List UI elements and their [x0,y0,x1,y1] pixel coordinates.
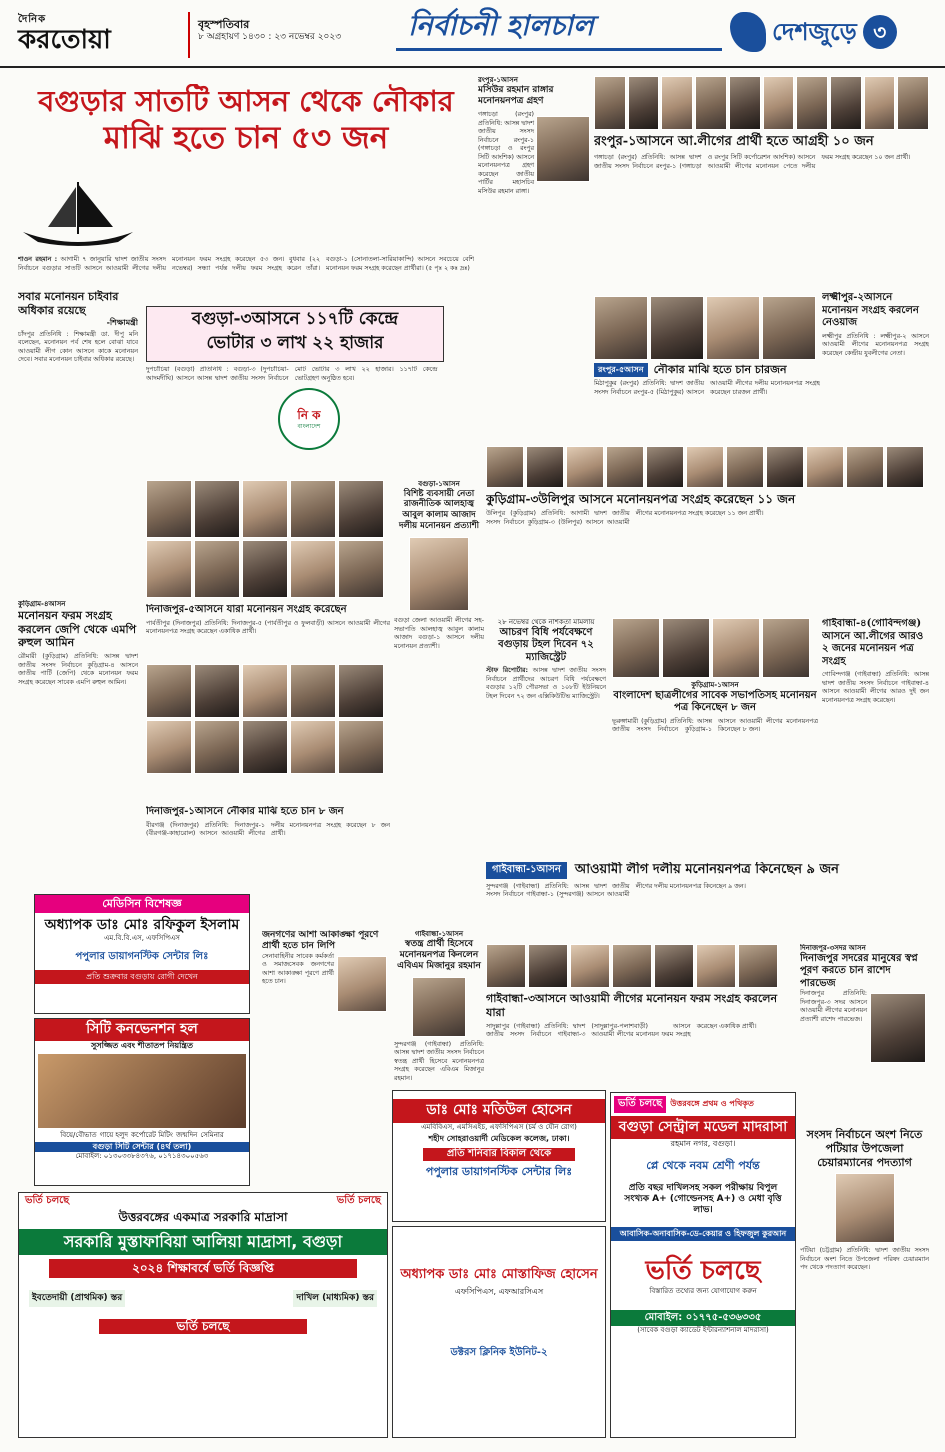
ad-service: গায়ে হলুদ [99,1130,129,1139]
page-number: ৩ [863,15,897,49]
story-headline: সবার মনোনয়ন চাইবার অধিকার রয়েছে [18,290,119,317]
story-kicker: কুড়িগ্রাম-৪আসন [18,600,66,608]
brand-block [730,10,930,54]
candidate-photo [290,540,336,598]
kurigram1-story [612,618,818,858]
story-body: গোবিন্দগঞ্জ (গাইবান্ধা) প্রতিনিধি: আসন্ন দ্বাদশ জাতীয় সংসদ নির্বাচনে গাইবান্ধা-৪ আসনে আওয়ামী লীগের আরও দুই জন মনোনয়নপত্র সংগ্রহ করেছেন। [822,671,929,704]
newspaper-logo [18,14,188,58]
candidate-photo [726,446,764,488]
ad-year: ২০২৪ শিক্ষাবর্ষে ভর্তি বিজ্ঞপ্তি [49,1259,357,1278]
aspirant-photo [796,76,828,130]
bogura1-azad-story [394,480,484,870]
candidate-photo [846,446,884,488]
ad-kicker: মেডিসিন বিশেষজ্ঞ [35,895,249,913]
bogura3-headline-box [146,306,444,362]
ad-former-name: (সাবেক বগুড়া ক্যাডেট ইন্টারন্যাশনাল মাদরাসা) [637,1326,769,1335]
ad-city-convention [34,1018,250,1186]
aspirant-photo [661,76,693,130]
logo-small-text: দৈনিক [18,14,47,25]
lead-headline-1: বগুড়ার সাতটি আসন থেকে নৌকার [38,84,454,118]
candidate-photo [886,446,924,488]
rangpur5-story [594,296,820,446]
lead-body-text: আগামী ৭ জানুয়ারি দ্বাদশ জাতীয় সংসদ নির্বাচনে বগুড়ার সাতটি আসনে আওয়ামী লীগের দলীয় মনোনয়ন ফরম সংগ্রহ করেছেন ৫৩ জন। বুধবার (২২ নভেম্বর) সন্ধ্যা পর্যন্ত দলীয় ফরম সংগ্রহ করেন তাঁরা। বগুড়া-১ (সোনাতলা-সারিয়াকান্দি) আসনে সবচেয়ে বেশি মনোনয়ন ফরম সংগ্রহ করেছেন প্রার্থীরা। [18,256,474,272]
story-body: দিনাজপুর প্রতিনিধি: দিনাজপুর-৩ সদর আসনে আওয়ামী লীগের মনোনয়ন প্রত্যাশী রাশেদ পারভেজ। [800,990,867,1023]
dateline [198,18,341,43]
ad-results: প্রতি বছর দাখিলসহ সকল পরীক্ষায় বিপুল সংখ্যক A+ (গোল্ডেনসহ A+) ও মেধা বৃত্তি লাভ। [624,1182,782,1216]
azad-photo [409,537,469,611]
candidate-photo [526,446,564,488]
story-body: আসন্ন দ্বাদশ জাতীয় সংসদ নির্বাচনে প্রার্থীদের আচরণ বিধি পর্যবেক্ষণে বগুড়ার ১২টি পৌরসভা ও ১০৮টি ইউনিয়নে টহল দিবেন ৭২ জন এক্সিকিউটিভ ম্যাজিস্ট্রেট। [486,667,606,700]
candidate-photo [242,480,288,538]
lead-byline: শাওন রহমান : [18,256,58,263]
story-kicker: বগুড়া-১আসন [418,480,460,488]
story-kicker: কুড়িগ্রাম-১আসন [691,681,739,689]
ad-kicker: ভর্তি চলছে [614,1096,666,1113]
candidate-photo [290,480,336,538]
story-headline: দিনাজপুর সদরের মানুষের স্বপ্ন পূরণ করতে চান রাশেদ পারভেজ [800,952,918,989]
lead-body [18,256,474,284]
candidate-photo [242,664,288,718]
story-headline: স্বতন্ত্র প্রার্থী হিসেবে মনোনয়নপত্র কিনলেন এবিএম মিজানুর রহমান [397,938,481,972]
story-headline: দিনাজপুর-৫আসনে যারা মনোনয়ন সংগ্রহ করেছেন [146,604,347,615]
candidate-photo [242,720,288,774]
candidate-photo [712,618,760,678]
candidate-photo [194,540,240,598]
story-headline: গাইবান্ধা-৪(গোবিন্দগঞ্জ) আসনে আ.লীগের আরও ২ জনের মনোনয়ন পত্র সংগ্রহ [822,618,924,667]
story-headline: আচরণ বিধি পর্যবেক্ষণে বগুড়ায় টহল দিবেন ৭২ ম্যাজিস্ট্রেট [498,626,594,663]
ad-doctor-name: অধ্যাপক ডাঃ মোঃ রফিকুল ইসলাম [44,916,240,933]
candidate-photo [662,618,710,678]
candidate-photo [338,480,384,538]
kurigram4-story [18,600,138,900]
ad-address: বগুড়া সিটি সেন্টার (৪র্থ তলা) [35,1142,249,1152]
aspirant-photo [628,76,660,130]
lipi-story [262,930,390,1090]
candidate-photo [762,296,816,360]
boat-symbol-icon [18,172,138,252]
story-body: উলিপুর (কুড়িগ্রাম) প্রতিনিধি: আগামী দ্বাদশ জাতীয় সংসদ নির্বাচনে কুড়িগ্রাম-৩ (উলিপুর) আসনে আওয়ামী লীগের মনোনয়নপত্র সংগ্রহ করেছেন ১১ জন প্রার্থী। [486,510,764,526]
candidate-photo [194,664,240,718]
aspirant-photo [897,76,929,130]
story-headline: বিশিষ্ট ব্যবসায়ী নেতা রাজনীতিক আলহাজ্ব আবুল কালাম আজাদ দলীয় মনোনয়ন প্রত্যাশী [398,488,480,531]
ad-central-model-madrasa [610,1092,796,1438]
story-body: বগুড়া জেলা আওয়ামী লীগের সহ-সভাপতি আলহাজ্ব আবুল কালাম আজাদ বগুড়া-১ আসনে দলীয় মনোনয়ন প্রত্যাশী। [394,617,484,650]
ad-service: জন্মদিন [175,1130,198,1139]
ad-visit-time: প্রতি শনিবার বিকাল থেকে [423,1148,575,1161]
candidate-photo [146,720,192,774]
brand-name: দেশজুড়ে [772,18,857,46]
rangga-photo [536,116,590,182]
candidate-photo [654,944,694,988]
candidate-photo [146,664,192,718]
story-body: পার্বতীপুর (দিনাজপুর) প্রতিনিধি: দিনাজপুর-৫ (পার্বতীপুর ও ফুলবাড়ী) আসনে আওয়ামী লীগের মনোনয়নপত্র সংগ্রহ করেছেন একাধিক প্রার্থী। [146,619,390,635]
story-headline: রংপুর-১আসনে আ.লীগের প্রার্থী হতে আগ্রহী ১০ জন [594,134,874,149]
story-body: ভূরুঙ্গামারী (কুড়িগ্রাম) প্রতিনিধি: আসন্ন জাতীয় সংসদ নির্বাচনে কুড়িগ্রাম-১ আসনে আওয়ামী লীগের মনোনয়নপত্র কিনেছেন ৮ জন। [612,717,818,734]
area-tag: রংপুর-৫আসন [594,363,648,377]
ad-service: বিয়ে/বৌভাত [60,1130,97,1139]
ad-dermatology [392,1090,606,1222]
ad-level: ইবতেদায়ী (প্রাথমিক) স্তর [29,1290,125,1307]
story-body-wrap [486,667,606,701]
ad-madrasa-name: বগুড়া সেন্ট্রাল মডেল মাদরাসা [611,1116,795,1140]
story-kicker: ২৮ নভেম্বর থেকে নাশকতা মামলায় [497,618,595,626]
candidate-photo [706,296,760,360]
candidate-photo [738,944,778,988]
ad-doctor-degree: এফসিপিএস, এফআরসিএস [454,1287,544,1297]
story-body: সুন্দরগঞ্জ (গাইবান্ধা) প্রতিনিধি: আসন্ন দ্বাদশ জাতীয় সংসদ নির্বাচনে গাইবান্ধা-১ (সুন্দরগঞ্জ) আসনে আওয়ামী লীগের দলীয় মনোনয়নপত্র কিনেছেন ৯ জন। [486,882,746,898]
masthead-divider [188,12,190,58]
candidate-photo [486,944,526,988]
aspirant-photo [830,76,862,130]
chairman-photo [835,1173,895,1243]
ad-doctor-name: ডাঃ মোঃ মতিউল হোসেন [393,1099,605,1123]
story-body: সেনাবাহিনীর সাবেক কর্মকর্তা ও সমাজসেবক জনগণের আশা আকাঙ্ক্ষা পূরণে প্রার্থী হতে চান। [262,952,334,985]
lipi-photo [337,956,387,1012]
story-headline: বাংলাদেশ ছাত্রলীগের সাবেক সভাপতিসহ মনোনয়ন পত্র কিনেছেন ৮ জন [613,689,817,714]
ad-center-name: পপুলার ডায়াগনস্টিক সেন্টার লিঃ [425,1164,573,1178]
ad-top-line: উত্তরবঙ্গে প্রথম ও পথিকৃত [670,1099,754,1109]
rangpur1-aspirants-story [594,76,929,292]
ad-admission-badge: ভর্তি চলছে [99,1319,307,1334]
aspirant-photo [864,76,896,130]
date: ৮ অগ্রহায়ণ ১৪৩০ : ২৩ নভেম্বর ২০২৩ [198,31,342,42]
ec-logo-mark: নি ক [297,407,321,422]
story-body: সুন্দরগঞ্জ (গাইবান্ধা) প্রতিনিধি: আসন্ন দ্বাদশ জাতীয় সংসদ নির্বাচনে স্বতন্ত্র প্রার্থী হিসেবে মনোনয়নপত্র সংগ্রহ করেছেন এবিএম মিজানুর রহমান। [394,1040,484,1082]
story-body: চাঁদপুর প্রতিনিধি : শিক্ষামন্ত্রী ডা. দীপু মনি বলেছেন, মনোনয়ন পর্ব শেষ হলে বোঝা যাবে আওয়ামী লীগ কোন আসনে কাকে মনোনয়ন দেবে। সবার মনোনয়ন চাইবার অধিকার রয়েছে। [18,330,138,363]
section-title: নির্বাচনী হালচাল [408,9,594,42]
bogura3-headline-2: ভোটার ৩ লাখ ২২ হাজার [206,332,384,353]
story-body: লক্ষ্মীপুর প্রতিনিধি : লক্ষ্মীপুর-২ আসনে আওয়ামী লীগের মনোনয়নপত্র সংগ্রহ করেছেন কেন্দ্রীয় যুবলীগের নেতা। [822,332,929,357]
candidate-photo [566,446,604,488]
area-tag: গাইবান্ধা-১আসন [486,862,567,879]
aspirant-photo [729,76,761,130]
story-kicker: গাইবান্ধা-১আসন [414,930,464,938]
candidate-photo [290,720,336,774]
bogura-candidates-grid [146,480,390,600]
candidate-photo [338,664,384,718]
candidate-photo [612,618,660,678]
candidate-photo [338,540,384,598]
candidate-photo [146,540,192,598]
story-body: মিঠাপুকুর (রংপুর) প্রতিনিধি: দ্বাদশ জাতীয় সংসদ নির্বাচনে রংপুর-৫ (মিঠাপুকুর) আসনে আওয়ামী লীগের দলীয় মনোনয়নপত্র সংগ্রহ করেছেন চারজন প্রার্থী। [594,380,820,396]
story-headline: কুড়িগ্রাম-৩উলিপুর আসনে মনোনয়নপত্র সংগ্রহ করেছেন ১১ জন [486,492,796,506]
ad-center-name: ডক্টরস ক্লিনিক ইউনিট-২ [450,1347,548,1359]
logo-main-text: করতোয়া [18,24,111,55]
story-body: গঙ্গাচড়া (রংপুর) প্রতিনিধি: আসন্ন দ্বাদশ জাতীয় সংসদ নির্বাচনে রংপুর-১ (গঙ্গাচড়া ও রংপুর সিটি আংশিক) আসনে মনোনয়নপত্র গ্রহণ করেছেন জাতীয় পার্টির মহাসচিব মসিউর রহমান রাঙ্গা। [478,111,534,195]
lead-headline-2: মাঝি হতে চান ৫৩ জন [103,119,389,156]
candidate-photo [696,944,736,988]
story-body: পটিয়া (চট্টগ্রাম) প্রতিনিধি: দ্বাদশ জাতীয় সংসদ নির্বাচনে অংশ নিতে উপজেলা পরিষদ চেয়ারম্যান পদ থেকে পদত্যাগ করেছেন। [800,1247,929,1272]
dinajpur3-story [800,944,929,1124]
candidate-photo [594,296,648,360]
section-underline [396,48,722,51]
story-body: সাদুল্লাপুর (গাইবান্ধা) প্রতিনিধি: দ্বাদশ জাতীয় সংসদ নির্বাচনে গাইবান্ধা-৩ (সাদুল্লাপুর-পলাশবাড়ী) আসনে আওয়ামী লীগের মনোনয়ন ফরম সংগ্রহ করেছেন একাধিক প্রার্থী। [486,1022,757,1038]
lead-continued: (৫ পৃঃ ২ কঃ দ্রঃ) [425,264,470,272]
ad-region: উত্তরবঙ্গের একমাত্র সরকারি মাদ্রাসা [118,1209,288,1224]
aspirant-photo [763,76,795,130]
aspirants-photo-row [594,76,929,130]
kurigram3-story [486,446,929,606]
candidate-photo [650,296,704,360]
story-kicker: রংপুর-১আসন [478,76,518,84]
election-commission-logo [278,388,340,450]
story-attribution: -শিক্ষামন্ত্রী [106,317,138,327]
bangladesh-map-icon [730,12,766,52]
ad-service: কর্পোরেট মিটিং [131,1130,173,1139]
story-headline: দিনাজপুর-১আসনে নৌকার মাঝি হতে চান ৮ জন [146,806,344,817]
ad-title: সিটি কনভেনশন হল [35,1019,249,1041]
ad-admission-left: ভর্তি চলছে [25,1195,70,1206]
ad-center-name: পপুলার ডায়াগনস্টিক সেন্টার লিঃ [75,951,209,962]
story-body: গঙ্গাচড়া (রংপুর) প্রতিনিধি: আসন্ন দ্বাদশ জাতীয় সংসদ নির্বাচনে রংপুর-১ (গঙ্গাচড়া ও রংপুর সিটি কর্পোরেশন আংশিক) আসনে আওয়ামী লীগের মনোনয়ন পেতে দলীয় ফরম সংগ্রহ করেছেন ১০ জন প্রার্থী। [594,154,911,170]
candidate-photo [646,446,684,488]
ad-college: শহীদ সোহরাওয়ার্দী মেডিকেল কলেজ, ঢাকা। [428,1134,570,1144]
rangpur1-rangga-story [478,76,590,306]
ad-visit-time: প্রতি শুক্রবার বগুড়ায় রোগী দেখেন [35,970,249,984]
ad-service: সেমিনার [200,1130,224,1139]
story-headline: জনগণের আশা আকাঙ্ক্ষা পূরণে প্রার্থী হতে চান লিপি [262,930,379,952]
candidate-photo [242,540,288,598]
dinajpur5-story [146,604,390,804]
story-kicker: দিনাজপুর-৩সদর আসন [800,944,866,952]
mizanur-photo [412,977,466,1037]
masthead [0,0,945,68]
aspirant-photo [695,76,727,130]
candidate-photo [766,446,804,488]
candidate-photo [194,720,240,774]
ad-address: রহমান নগর, বগুড়া। [670,1139,736,1148]
candidate-photo [612,944,652,988]
ec-logo-text: বাংলাদেশ [297,422,321,430]
story-headline: মনোনয়ন ফরম সংগ্রহ করলেন জেপি থেকে এমপি রুহুল আমিন [18,608,137,650]
bogura3-headline-1: বগুড়া-৩আসনে ১১৭টি কেন্দ্রে [191,309,399,329]
weekday: বৃহস্পতিবার [198,18,250,31]
candidate-photo [338,720,384,774]
candidate-photo [290,664,336,718]
ad-contact: বিস্তারিত তথ্যের জন্য যোগাযোগ করুন [649,1287,757,1295]
rashed-photo [870,993,926,1063]
ad-level: দাখিল (মাধ্যমিক) স্তর [293,1290,377,1307]
candidate-photo [528,944,568,988]
dinajpur1-story [146,806,390,886]
story-headline: আওয়ামী লীগ দলীয় মনোনয়নপত্র কিনেছেন ৯ জন [574,862,839,878]
ad-hostel: আবাসিক-অনাবাসিক-ডে-কেয়ার ও হিফজুল কুরআন [611,1227,795,1241]
ad-orthopedic [392,1226,606,1438]
ad-admission-big: ভর্তি চলছে [645,1255,761,1286]
ad-admission-right: ভর্তি চলছে [336,1195,381,1206]
story-headline: গাইবান্ধা-৩আসনে আওয়ামী লীগের মনোনয়ন ফরম সংগ্রহ করলেন যারা [486,992,778,1019]
hall-photo [38,1054,246,1128]
education-minister-story [18,290,138,600]
ad-doctor-degree: এম.বি.বি.এস, এফসিপিএস [104,934,180,943]
candidate-photo [806,446,844,488]
ad-phone: মোবাইল: ০১৭৭৫-৫৩৬৩৩৫ [611,1310,795,1327]
story-headline: লক্ষ্মীপুর-২আসনে মনোনয়ন সংগ্রহ করলেন নেওয়াজ [822,292,919,328]
lead-story [18,84,474,284]
ad-doctor-name: অধ্যাপক ডাঃ মোঃ মোস্তাফিজ হোসেন [400,1267,598,1282]
candidate-photo [146,480,192,538]
ad-classes: প্লে থেকে নবম শ্রেণী পর্যন্ত [646,1159,760,1172]
candidate-photo [194,480,240,538]
gaibandha4-story [822,618,929,863]
candidate-photo [606,446,644,488]
ad-medicine-specialist [34,894,250,1014]
ad-govt-madrasa [18,1192,388,1438]
ad-doctor-degree: এমবিবিএস, এমসিএইচ, এফসিপিএস (চর্ম ও যৌন রোগ) [421,1122,577,1131]
story-body: দুপচাঁচিয়া (বগুড়া) প্রতিনিধি : বগুড়া-৩ (দুপচাঁচিয়া-আদমদীঘি) আসনে আসন্ন দ্বাদশ জাতীয় সংসদ নির্বাচনে মোট ভোটার ৩ লাখ ২২ হাজার। ১১৭টি কেন্দ্রে ভোটগ্রহণ অনুষ্ঠিত হবে। [146,366,438,382]
rangpur5-photo-row [594,296,820,360]
candidate-photo [762,618,810,678]
candidate-photo [486,446,524,488]
story-headline: সংসদ নির্বাচনে অংশ নিতে পটিয়ার উপজেলা চেয়ারম্যানের পদত্যাগ [806,1128,923,1169]
story-body: বীরগঞ্জ (দিনাজপুর) প্রতিনিধি: দিনাজপুর-১ (বীরগঞ্জ-কাহারোল) আসনে আওয়ামী লীগের দলীয় মনোনয়নপত্র সংগ্রহ করেছেন ৮ জন প্রার্থী। [146,821,390,837]
bogura-magistrate-story [486,618,606,858]
lakshmipur-story [822,292,929,442]
ad-subtitle: সুসজ্জিত এবং শীতাতপ নিয়ন্ত্রিত [91,1040,193,1050]
story-headline: মসিউর রহমান রাঙ্গার মনোনয়নপত্র গ্রহণ [478,84,554,106]
ad-phone: মোবাইল: ০১৩০৩৩৮৪৩৭৬, ০১৭১৪৩০০৫৬৩ [75,1152,209,1161]
aspirant-photo [594,76,626,130]
story-headline: নৌকার মাঝি হতে চান চারজন [653,363,787,377]
story-body: রৌমারী (কুড়িগ্রাম) প্রতিনিধি: আসন্ন দ্বাদশ জাতীয় সংসদ নির্বাচনে কুড়িগ্রাম-৪ আসনে জাতীয় পার্টি (জেপি) থেকে মনোনয়ন ফরম সংগ্রহ করেছেন সাবেক এমপি রুহুল আমিন। [18,653,138,686]
patia-story [800,1128,929,1438]
ad-services-list [35,1131,249,1140]
candidate-photo [686,446,724,488]
gaibandha3-story [486,944,796,1090]
story-byline: স্টাফ রিপোর্টার: [486,667,529,675]
gaibandha1-story [486,862,929,942]
ad-madrasa-name: সরকারি মুস্তাফাবিয়া আলিয়া মাদ্রাসা, বগুড়া [19,1229,387,1255]
candidate-photo [570,944,610,988]
